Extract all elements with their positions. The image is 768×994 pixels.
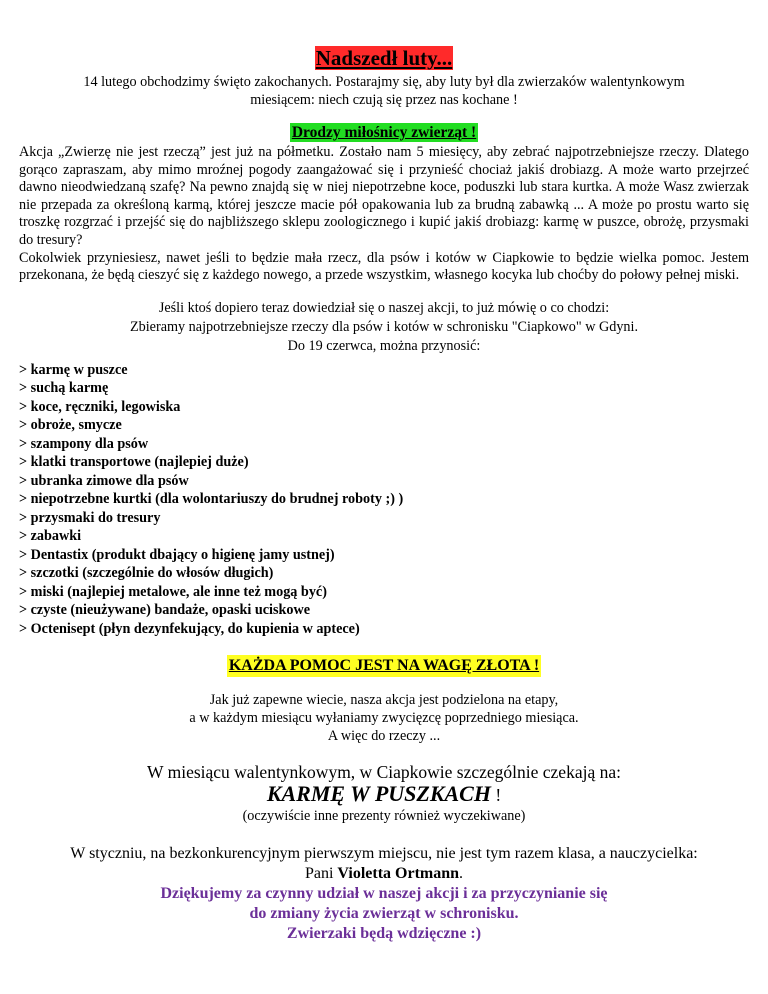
paragraph-2: Cokolwiek przyniesiesz, nawet jeśli to będzie mała rzecz, dla psów i kotów w Ciapkowie to będzie wielka pomoc. Jestem przekonana, że będą cieszyć się z każdego nowego, a przede wszystkim, własnego kocyka lub choćby do połowy pełnej miski. bbox=[19, 249, 749, 284]
list-item: > obroże, smycze bbox=[19, 417, 122, 434]
thanks-line-3: Zwierzaki będą wdzięczne :) bbox=[286, 925, 482, 943]
info-line-2: Zbieramy najpotrzebniejsze rzeczy dla psów i kotów w schronisku "Ciapkowo" w Gdyni. bbox=[129, 318, 639, 335]
section-heading-wrap bbox=[19, 123, 749, 143]
list-item: > klatki transportowe (najlepiej duże) bbox=[19, 454, 249, 471]
month-line-1: W miesiącu walentynkowym, w Ciapkowie szczególnie czekają na: bbox=[147, 762, 621, 783]
stages-line-2: a w każdym miesiącu wyłaniamy zwycięzcę poprzedniego miesiąca. bbox=[189, 710, 579, 727]
info-line-3: Do 19 czerwca, można przynosić: bbox=[287, 337, 481, 354]
section-body bbox=[19, 144, 749, 285]
intro bbox=[19, 73, 749, 109]
page-title: Nadszedł luty... bbox=[315, 46, 453, 70]
list-item: > Octenisept (płyn dezynfekujący, do kupienia w aptece) bbox=[19, 620, 360, 637]
month-big-text: KARMĘ W PUSZKACH bbox=[266, 781, 491, 807]
january-prefix: Pani bbox=[304, 865, 338, 883]
thanks-line-1: Dziękujemy za czynny udział w naszej akcji i za przyczynianie się bbox=[160, 885, 608, 903]
gold-heading: KAŻDA POMOC JEST NA WAGĘ ZŁOTA ! bbox=[227, 655, 541, 677]
donation-list bbox=[19, 361, 749, 639]
title-wrap bbox=[19, 46, 749, 72]
list-item: > przysmaki do tresury bbox=[19, 509, 161, 526]
january-line-2 bbox=[19, 864, 749, 884]
thanks-line-2: do zmiany życia zwierząt w schronisku. bbox=[249, 905, 519, 923]
list-item: > karmę w puszce bbox=[19, 361, 128, 378]
list-item: > szczotki (szczególnie do włosów długich) bbox=[19, 565, 274, 582]
list-item: > miski (najlepiej metalowe, ale inne też mogą być) bbox=[19, 583, 327, 600]
intro-line-2: miesiącem: niech czują się przez nas kochane ! bbox=[250, 92, 518, 108]
list-item: > czyste (nieużywane) bandaże, opaski uciskowe bbox=[19, 602, 311, 619]
month-note: (oczywiście inne prezenty również wyczekiwane) bbox=[242, 808, 526, 825]
january-line-1: W styczniu, na bezkonkurencyjnym pierwszym miejscu, nie jest tym razem klasa, a nauczycielka: bbox=[70, 845, 698, 863]
month-highlight bbox=[19, 783, 749, 806]
paragraph-1: Akcja „Zwierzę nie jest rzeczą” jest już na półmetku. Zostało nam 5 miesięcy, aby zebrać najpotrzebniejsze rzeczy. Dlatego gorąco zapraszam, aby mimo mroźnej pogody zaangażować się i przynieść chociaż jakiś drobiazg. A może warto przejrzeć dawno nieodwiedzaną szafę? Na pewno znajdą się w niej niepotrzebne koce, poduszki lub stara kurtka. A może Wasz zwierzak nie przepada za określoną karmą, której jeszcze macie pół opakowania lub za brudną zabawką ... A może po prostu warto się troszkę rozgrzać i przejść się do najbliższego sklepu zoologicznego i kupić jakiś drobiazg: karmę w puszce, obrożę, przysmaki do tresury? bbox=[19, 144, 749, 248]
list-item: > suchą karmę bbox=[19, 380, 109, 397]
stages-line-3: A więc do rzeczy ... bbox=[327, 728, 441, 745]
january-winner: Violetta Ortmann bbox=[337, 865, 460, 883]
january-block bbox=[19, 844, 749, 944]
list-item: > niepotrzebne kurtki (dla wolontariuszy do brudnej roboty ;) ) bbox=[19, 491, 404, 508]
gold-heading-wrap bbox=[19, 655, 749, 679]
list-item: > ubranka zimowe dla psów bbox=[19, 472, 189, 489]
section-heading: Drodzy miłośnicy zwierząt ! bbox=[291, 124, 477, 141]
month-block bbox=[19, 762, 749, 827]
list-item: > Dentastix (produkt dbający o higienę jamy ustnej) bbox=[19, 546, 335, 563]
stages-block bbox=[19, 691, 749, 745]
info-line-1: Jeśli ktoś dopiero teraz dowiedział się o naszej akcji, to już mówię o co chodzi: bbox=[158, 299, 610, 316]
list-item: > zabawki bbox=[19, 528, 82, 545]
january-suffix: . bbox=[459, 865, 464, 883]
list-item: > szampony dla psów bbox=[19, 435, 149, 452]
month-big-suffix: ! bbox=[490, 785, 502, 806]
list-item: > koce, ręczniki, legowiska bbox=[19, 398, 181, 415]
document-page bbox=[19, 0, 749, 944]
intro-line-1: 14 lutego obchodzimy święto zakochanych. Postarajmy się, aby luty był dla zwierzaków walentynkowym bbox=[83, 74, 685, 90]
stages-line-1: Jak już zapewne wiecie, nasza akcja jest podzielona na etapy, bbox=[209, 692, 559, 709]
info-block bbox=[19, 299, 749, 356]
